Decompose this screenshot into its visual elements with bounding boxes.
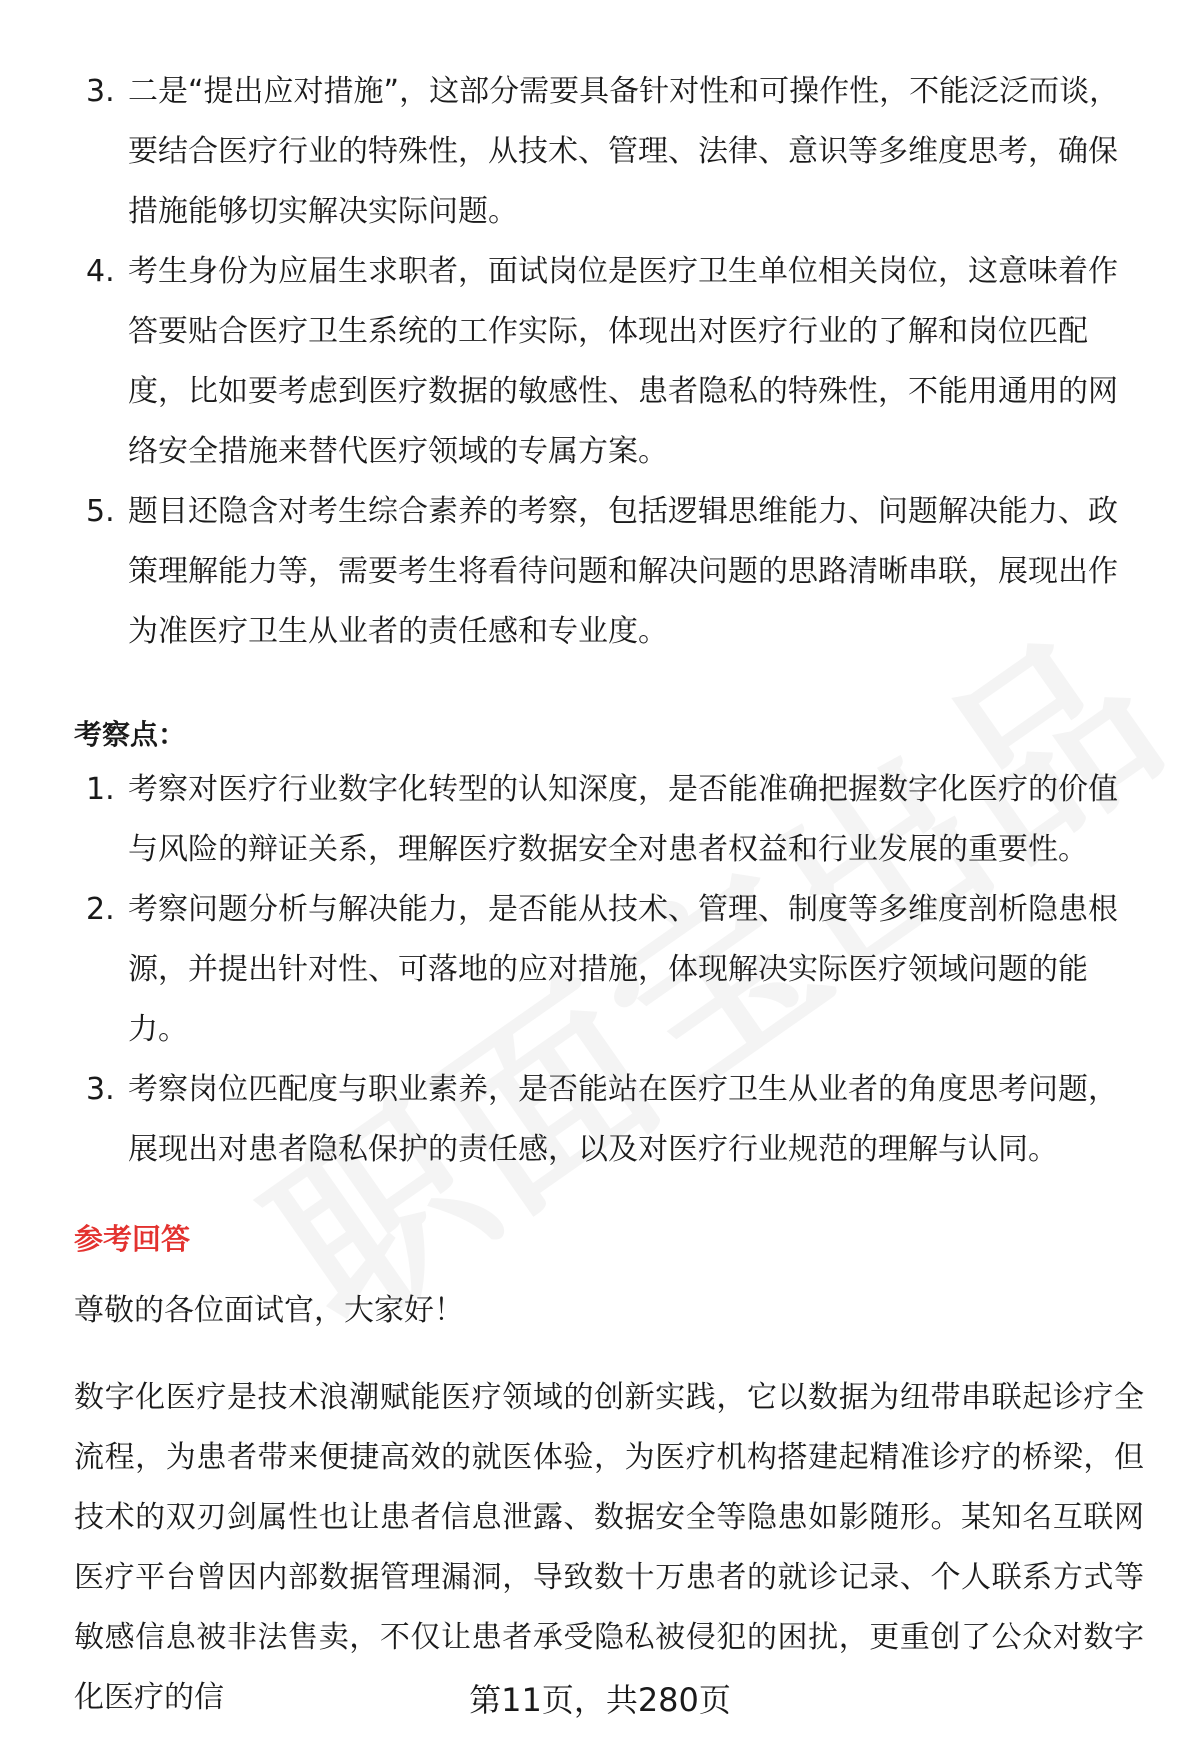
list-item <box>74 482 1144 662</box>
list-item <box>74 880 1144 1060</box>
assessment-list <box>74 760 1144 1180</box>
list-item <box>74 62 1144 242</box>
analysis-list <box>74 62 1144 662</box>
list-item-number: 1. <box>86 772 115 807</box>
list-item-text: 考察问题分析与解决能力，是否能从技术、管理、制度等多维度剖析隐患根源，并提出针对性、可落地的应对措施，体现解决实际医疗领域问题的能力。 <box>128 892 1118 1047</box>
list-item-number: 3. <box>86 1072 115 1107</box>
list-item <box>74 760 1144 880</box>
list-item-text: 考察岗位匹配度与职业素养，是否能站在医疗卫生从业者的角度思考问题，展现出对患者隐私保护的责任感，以及对医疗行业规范的理解与认同。 <box>128 1072 1118 1167</box>
list-item <box>74 1060 1144 1180</box>
list-item-number: 5. <box>86 494 115 529</box>
answer-heading: 参考回答 <box>74 1222 191 1256</box>
list-item-number: 2. <box>86 892 115 927</box>
list-item-number: 4. <box>86 254 115 289</box>
list-item-text: 题目还隐含对考生综合素养的考察，包括逻辑思维能力、问题解决能力、政策理解能力等，需要考生将看待问题和解决问题的思路清晰串联，展现出作为准医疗卫生从业者的责任感和专业度。 <box>128 494 1118 649</box>
list-item-number: 3. <box>86 74 115 109</box>
answer-paragraph: 数字化医疗是技术浪潮赋能医疗领域的创新实践，它以数据为纽带串联起诊疗全流程，为患者带来便捷高效的就医体验，为医疗机构搭建起精准诊疗的桥梁，但技术的双刃剑属性也让患者信息泄露、数据安全等隐患如影随形。某知名互联网医疗平台曾因内部数据管理漏洞，导致数十万患者的就诊记录、个人联系方式等敏感信息被非法售卖，不仅让患者承受隐私被侵犯的困扰，更重创了公众对数字化医疗的信 <box>74 1380 1144 1715</box>
answer-greeting: 尊敬的各位面试官，大家好！ <box>74 1293 464 1328</box>
list-item-text: 二是“提出应对措施”，这部分需要具备针对性和可操作性，不能泛泛而谈，要结合医疗行业的特殊性，从技术、管理、法律、意识等多维度思考，确保措施能够切实解决实际问题。 <box>128 74 1120 229</box>
list-item-text: 考察对医疗行业数字化转型的认知深度，是否能准确把握数字化医疗的价值与风险的辩证关系，理解医疗数据安全对患者权益和行业发展的重要性。 <box>128 772 1118 867</box>
assessment-heading: 考察点： <box>74 718 187 751</box>
page-footer: 第11页，共280页 <box>469 1681 731 1719</box>
document-page <box>74 62 1144 1728</box>
list-item-text: 考生身份为应届生求职者，面试岗位是医疗卫生单位相关岗位，这意味着作答要贴合医疗卫生系统的工作实际，体现出对医疗行业的了解和岗位匹配度，比如要考虑到医疗数据的敏感性、患者隐私的特殊性，不能用通用的网络安全措施来替代医疗领域的专属方案。 <box>128 254 1118 469</box>
list-item <box>74 242 1144 482</box>
